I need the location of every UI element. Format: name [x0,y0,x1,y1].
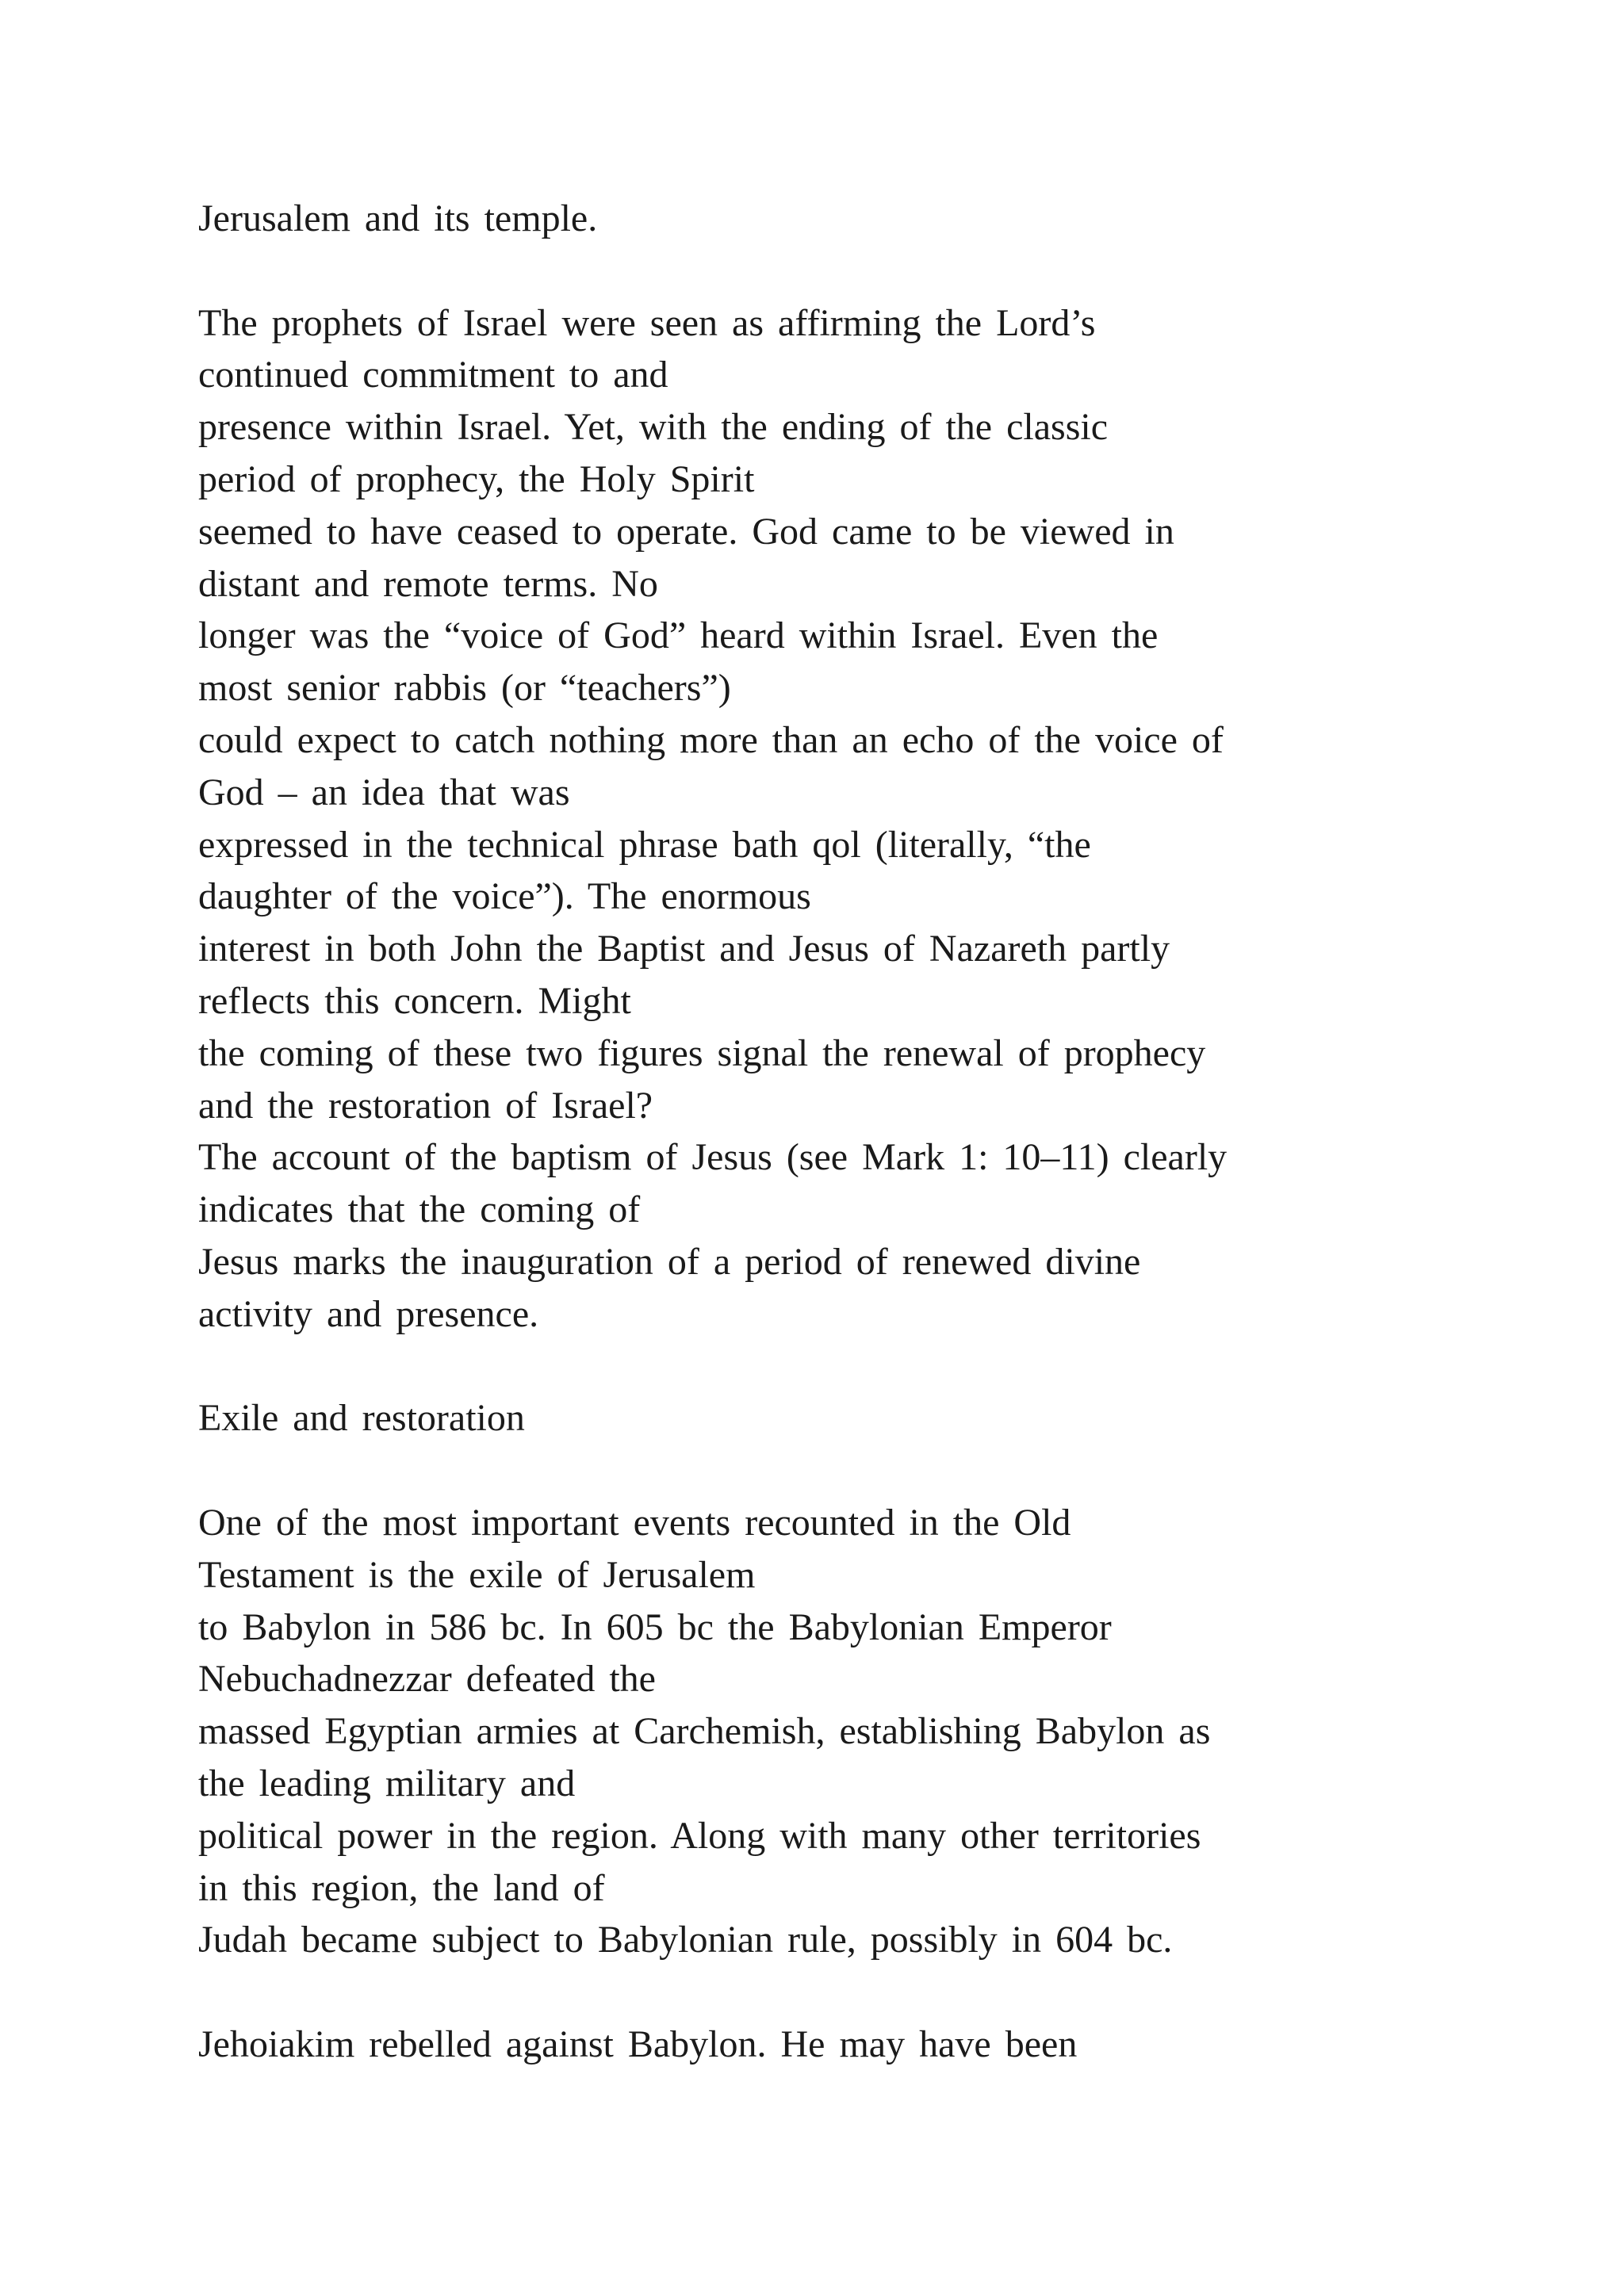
text-line: seemed to have ceased to operate. God came to be viewed in [198,510,1174,553]
paragraph-break [198,1445,1467,1497]
text-line: the leading military and [198,1762,576,1804]
text-line: most senior rabbis (or “teachers”) [198,667,731,710]
text-line: could expect to catch nothing more than an echo of the voice of [198,718,1224,761]
text-line: indicates that the coming of [198,1188,641,1231]
paragraph-break [198,1966,1467,2019]
text-line: Nebuchadnezzar defeated the [198,1658,656,1701]
text-line: One of the most important events recounted in the Old [198,1501,1071,1544]
document-text [198,193,1467,2071]
text-line: Judah became subject to Babylonian rule, possibly in 604 bc. [198,1919,1173,1961]
text-line: daughter of the voice”). The enormous [198,875,811,918]
text-line: activity and presence. [198,1292,539,1335]
text-line: expressed in the technical phrase bath qol (literally, “the [198,823,1091,866]
text-line: reflects this concern. Might [198,979,631,1022]
section-heading: Exile and restoration [198,1397,525,1440]
text-line: Jehoiakim rebelled against Babylon. He may have been [198,2022,1078,2065]
text-line: period of prophecy, the Holy Spirit [198,457,755,500]
text-line: to Babylon in 586 bc. In 605 bc the Babylonian Emperor [198,1605,1112,1648]
paragraph-break [198,1341,1467,1393]
text-line: continued commitment to and [198,354,668,396]
text-line: The prophets of Israel were seen as affirming the Lord’s [198,301,1096,344]
text-line: Testament is the exile of Jerusalem [198,1553,756,1596]
text-line: the coming of these two figures signal the renewal of prophecy [198,1031,1206,1074]
text-line: God – an idea that was [198,771,570,813]
text-line: massed Egyptian armies at Carchemish, establishing Babylon as [198,1710,1211,1753]
text-line: political power in the region. Along with many other territories [198,1814,1201,1857]
text-line: longer was the “voice of God” heard within Israel. Even the [198,614,1159,657]
text-line: in this region, the land of [198,1866,605,1909]
text-line: The account of the baptism of Jesus (see Mark 1: 10–11) clearly [198,1136,1228,1179]
text-line: and the restoration of Israel? [198,1084,653,1127]
text-line: Jerusalem and its temple. [198,197,598,239]
text-line: interest in both John the Baptist and Jesus of Nazareth partly [198,928,1170,970]
text-line: distant and remote terms. No [198,562,658,605]
text-line: Jesus marks the inauguration of a period of renewed divine [198,1240,1141,1283]
text-line: presence within Israel. Yet, with the ending of the classic [198,406,1109,449]
paragraph-break [198,245,1467,297]
